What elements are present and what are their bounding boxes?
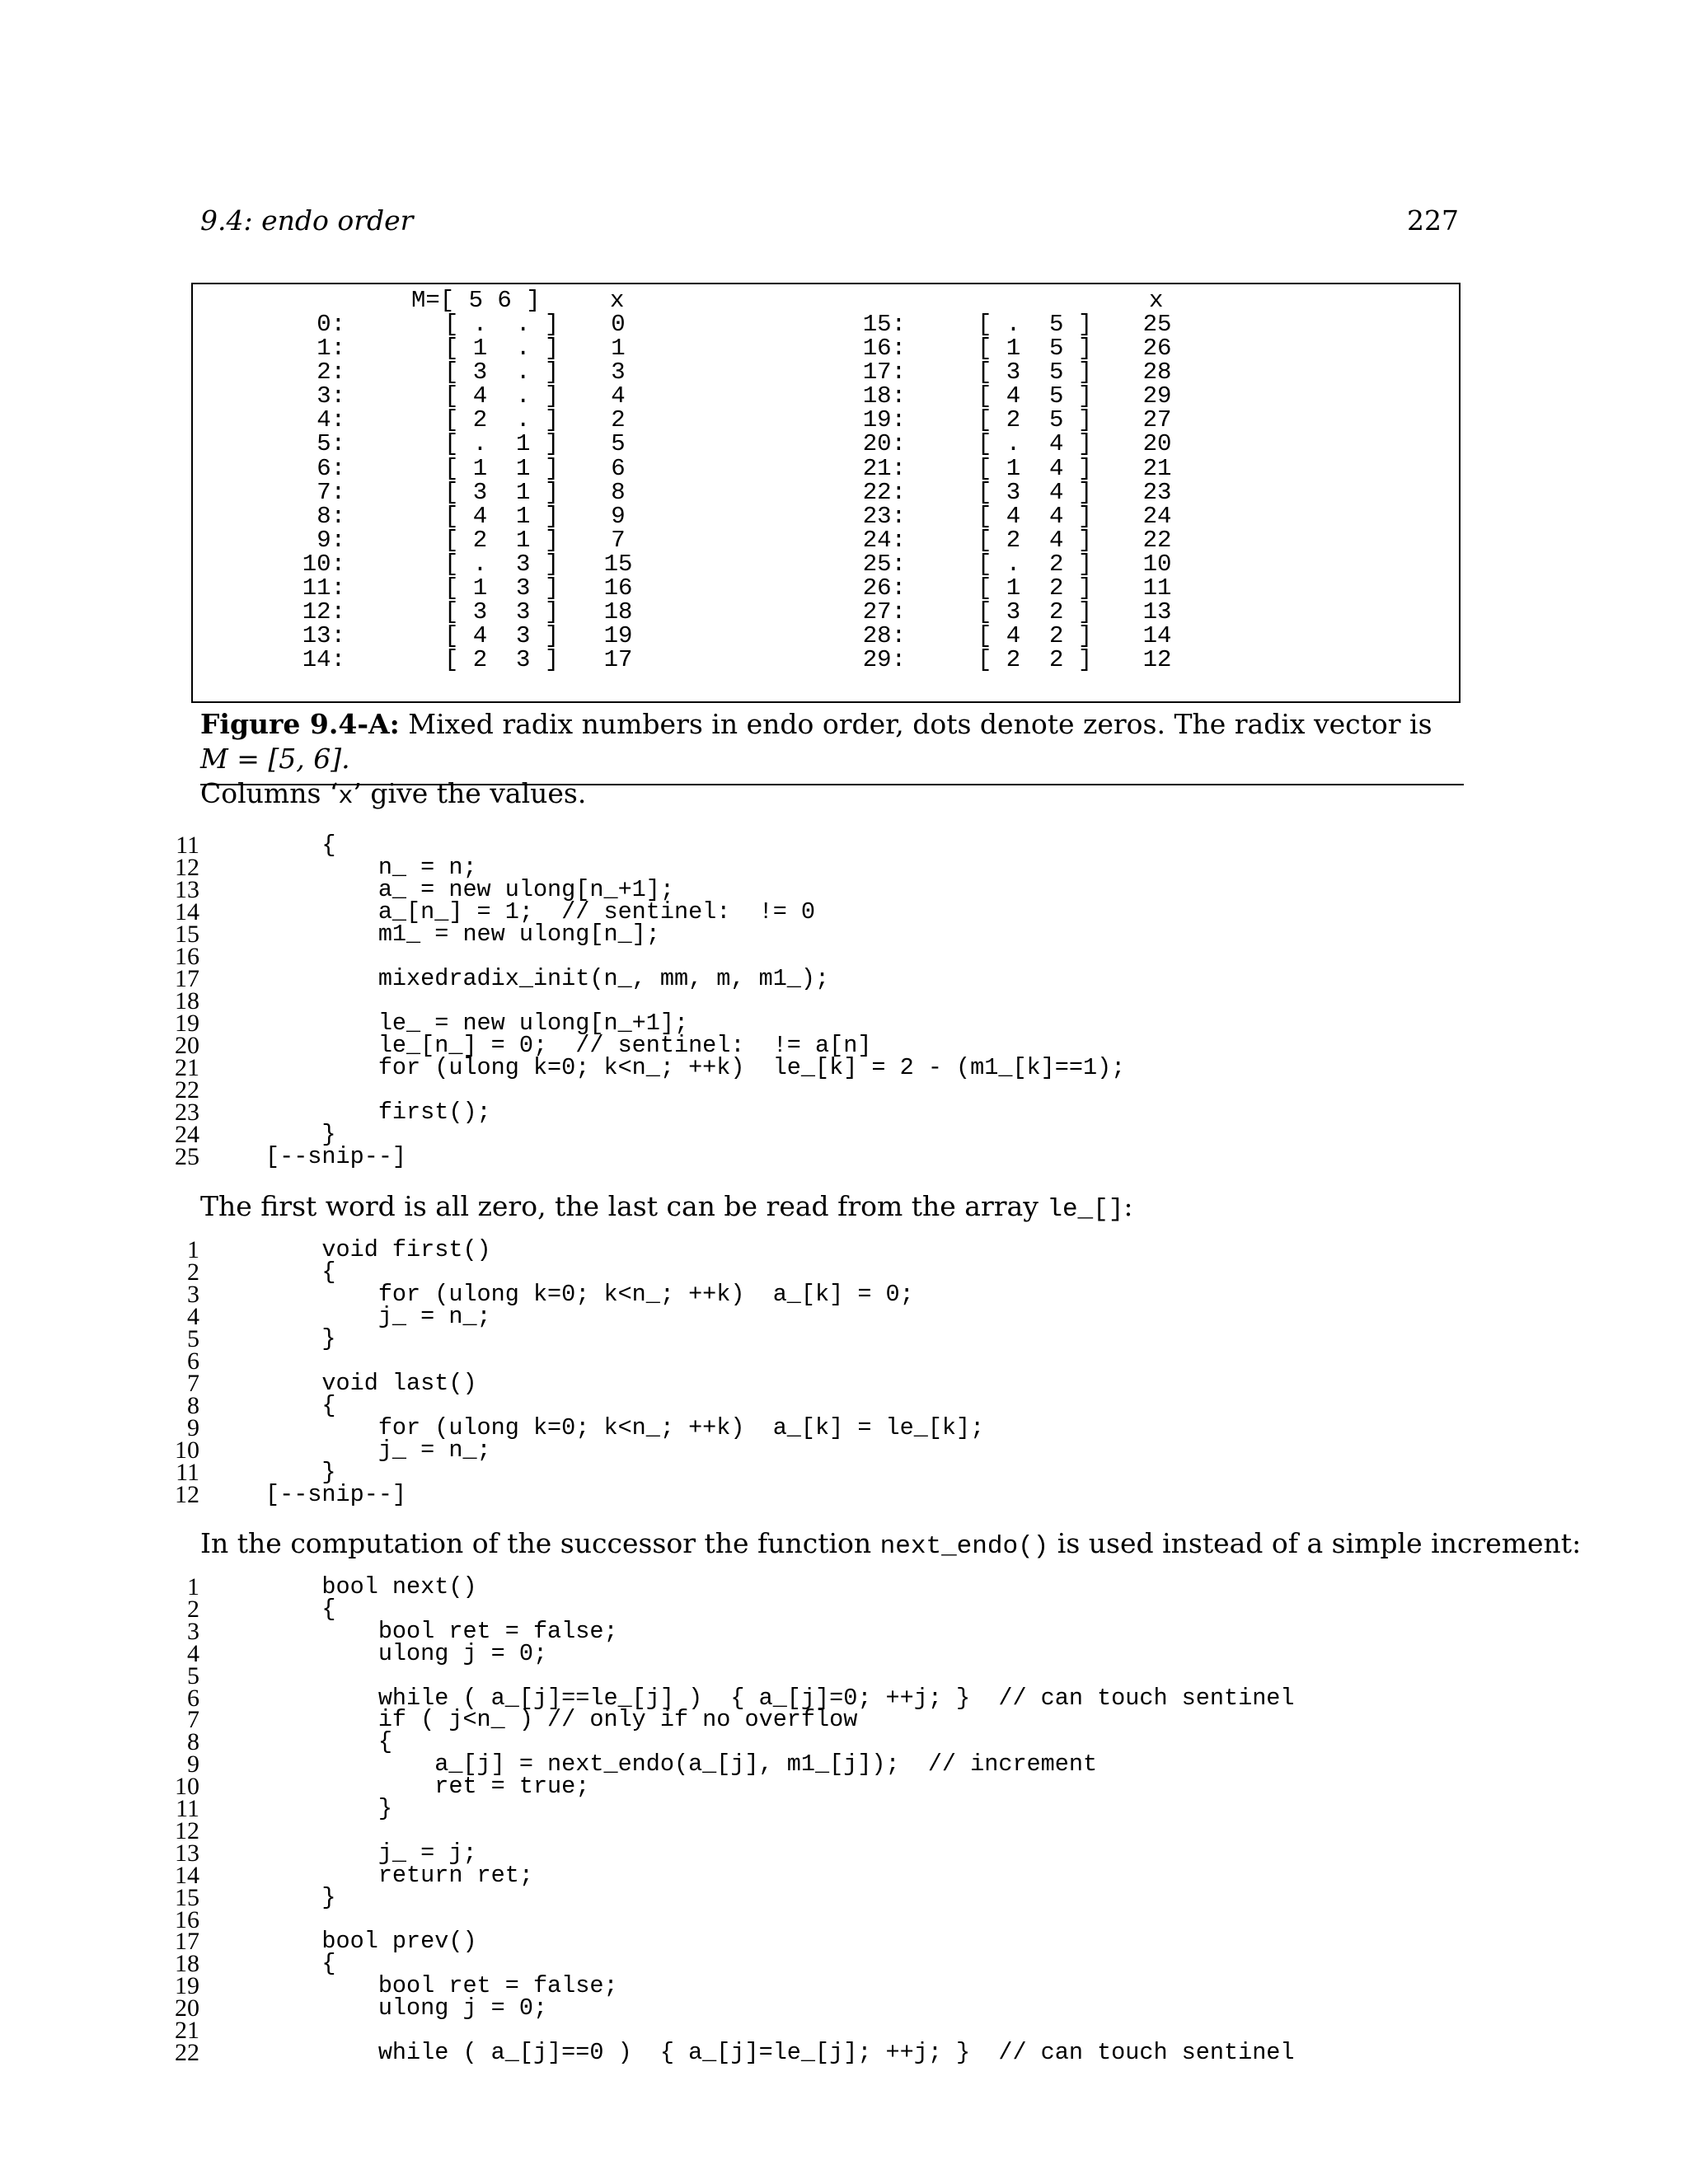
code-line: { xyxy=(265,1595,336,1623)
code-line: j_ = j; xyxy=(265,1839,477,1867)
code-line: le_ = new ulong[n_+1]; xyxy=(265,1010,689,1037)
line-number: 17 xyxy=(175,965,199,992)
line-number: 22 xyxy=(175,1076,199,1104)
caption-rule xyxy=(200,784,1464,785)
left-digits-12: [ 3 3 ] xyxy=(444,598,560,626)
right-x-13: 14 xyxy=(1142,622,1172,650)
right-digits-8: [ 4 4 ] xyxy=(978,502,1093,530)
line-number: 7 xyxy=(187,1370,199,1397)
caption-math: M = [5, 6]. xyxy=(200,743,350,775)
paragraph-1 xyxy=(200,1190,1132,1224)
code-line: } xyxy=(265,1325,336,1352)
left-idx-14: 14: xyxy=(302,646,345,674)
right-idx-5: 20: xyxy=(862,430,906,458)
line-number: 11 xyxy=(176,832,199,859)
right-digits-7: [ 3 4 ] xyxy=(978,478,1093,506)
code-line: bool prev() xyxy=(265,1928,477,1956)
right-x-8: 24 xyxy=(1142,502,1172,530)
left-digits-7: [ 3 1 ] xyxy=(444,478,560,506)
line-number: 20 xyxy=(175,1032,199,1059)
line-number: 8 xyxy=(187,1728,199,1756)
right-idx-7: 22: xyxy=(862,478,906,506)
paragraph-2 xyxy=(200,1527,1581,1561)
right-values-column xyxy=(1128,312,1187,672)
line-number: 19 xyxy=(175,1010,199,1037)
code-line: { xyxy=(265,832,336,859)
left-idx-0: 0: xyxy=(316,311,345,338)
right-idx-11: 26: xyxy=(862,574,906,602)
left-x-8: 9 xyxy=(611,502,626,530)
paragraph-2-tail: is used instead of a simple increment: xyxy=(1048,1527,1582,1559)
line-number: 1 xyxy=(187,1236,199,1263)
right-idx-8: 23: xyxy=(862,502,906,530)
left-digits-10: [ . 3 ] xyxy=(444,550,560,578)
right-digits-1: [ 1 5 ] xyxy=(978,335,1093,363)
left-x-14: 17 xyxy=(603,646,633,674)
line-number: 12 xyxy=(175,1481,199,1508)
left-idx-8: 8: xyxy=(316,502,345,530)
right-idx-6: 21: xyxy=(862,454,906,482)
line-number: 9 xyxy=(187,1750,199,1779)
left-x-1: 1 xyxy=(611,335,626,363)
right-digits-4: [ 2 5 ] xyxy=(978,406,1093,434)
right-x-14: 12 xyxy=(1142,646,1172,674)
left-x-11: 16 xyxy=(603,574,633,602)
code-line: a_ = new ulong[n_+1]; xyxy=(265,876,674,903)
line-number: 24 xyxy=(175,1121,199,1148)
right-x-3: 29 xyxy=(1142,382,1172,410)
left-digits-8: [ 4 1 ] xyxy=(444,502,560,530)
left-idx-12: 12: xyxy=(302,598,345,626)
code-line: bool next() xyxy=(265,1573,477,1601)
left-x-13: 19 xyxy=(603,622,633,650)
left-x-4: 2 xyxy=(611,406,626,434)
left-idx-2: 2: xyxy=(316,359,345,387)
left-idx-9: 9: xyxy=(316,526,345,554)
line-number: 3 xyxy=(187,1617,199,1645)
line-number: 13 xyxy=(175,1839,199,1867)
left-idx-4: 4: xyxy=(316,406,345,434)
paragraph-2-code: next_endo() xyxy=(879,1532,1049,1561)
right-idx-2: 17: xyxy=(862,359,906,387)
left-digits-11: [ 1 3 ] xyxy=(444,574,560,602)
line-number: 2 xyxy=(187,1595,199,1623)
radix-vector-header: M=[ 5 6 ] xyxy=(411,287,541,314)
caption-text: Mixed radix numbers in endo order, dots denote zeros. The radix vector is xyxy=(399,708,1432,740)
left-x-9: 7 xyxy=(611,526,626,554)
line-number: 10 xyxy=(175,1436,199,1464)
code-line: for (ulong k=0; k<n_; ++k) le_[k] = 2 - (m1_[k]==1); xyxy=(265,1054,1126,1081)
line-number: 5 xyxy=(187,1661,199,1690)
left-idx-1: 1: xyxy=(316,335,345,363)
line-number: 6 xyxy=(187,1347,199,1375)
code-line: if ( j<n_ ) // only if no overflow xyxy=(265,1706,858,1734)
right-x-12: 13 xyxy=(1142,598,1172,626)
line-number: 9 xyxy=(187,1414,199,1441)
right-idx-13: 28: xyxy=(862,622,906,650)
left-digits-0: [ . . ] xyxy=(444,311,560,338)
right-digits-12: [ 3 2 ] xyxy=(978,598,1093,626)
line-number: 12 xyxy=(175,1816,199,1844)
code-line: } xyxy=(265,1121,336,1148)
line-number: 12 xyxy=(175,854,199,881)
figure-caption xyxy=(200,707,1461,814)
line-number: 4 xyxy=(187,1303,199,1330)
code-line: while ( a_[j]==0 ) { a_[j]=le_[j]; ++j; } // can touch sentinel xyxy=(265,2038,1295,2066)
line-number: 22 xyxy=(175,2038,199,2066)
line-number: 17 xyxy=(175,1928,199,1956)
left-idx-5: 5: xyxy=(316,430,345,458)
x-column-header-left: x xyxy=(610,287,625,314)
right-digits-14: [ 2 2 ] xyxy=(978,646,1093,674)
left-idx-3: 3: xyxy=(316,382,345,410)
line-number: 14 xyxy=(175,1861,199,1889)
code-line: { xyxy=(265,1258,336,1286)
right-idx-4: 19: xyxy=(862,406,906,434)
right-digits-column xyxy=(978,312,1092,672)
right-idx-10: 25: xyxy=(862,550,906,578)
line-number: 8 xyxy=(187,1392,199,1419)
line-number: 13 xyxy=(175,876,199,903)
right-digits-13: [ 4 2 ] xyxy=(978,622,1093,650)
right-digits-10: [ . 2 ] xyxy=(978,550,1093,578)
caption-text-2: Columns ‘ xyxy=(200,777,339,809)
running-head: 9.4: endo order xyxy=(200,204,414,237)
right-idx-3: 18: xyxy=(862,382,906,410)
code-line: } xyxy=(265,1883,336,1911)
caption-label: Figure 9.4-A: xyxy=(200,708,400,740)
right-digits-9: [ 2 4 ] xyxy=(978,526,1093,554)
code-line: { xyxy=(265,1392,336,1419)
line-number: 10 xyxy=(175,1773,199,1801)
left-x-3: 4 xyxy=(611,382,626,410)
line-number: 14 xyxy=(175,898,199,926)
left-x-7: 8 xyxy=(611,478,626,506)
left-idx-7: 7: xyxy=(316,478,345,506)
code-line: a_[n_] = 1; // sentinel: != 0 xyxy=(265,898,816,926)
line-number: 2 xyxy=(187,1258,199,1286)
code-line: } xyxy=(265,1459,336,1486)
left-idx-11: 11: xyxy=(302,574,345,602)
left-x-12: 18 xyxy=(603,598,633,626)
right-x-9: 22 xyxy=(1142,526,1172,554)
right-idx-9: 24: xyxy=(862,526,906,554)
line-number: 16 xyxy=(175,943,199,970)
code-line: for (ulong k=0; k<n_; ++k) a_[k] = le_[k]; xyxy=(265,1414,985,1441)
code-line: mixedradix_init(n_, mm, m, m1_); xyxy=(265,965,830,992)
right-x-11: 11 xyxy=(1142,574,1172,602)
line-number: 21 xyxy=(175,1054,199,1081)
right-digits-2: [ 3 5 ] xyxy=(978,359,1093,387)
left-x-5: 5 xyxy=(611,430,626,458)
line-number: 25 xyxy=(175,1143,199,1170)
left-x-0: 0 xyxy=(611,311,626,338)
line-number: 21 xyxy=(175,2017,199,2044)
code-line: [--snip--] xyxy=(265,1143,407,1170)
paragraph-2-text: In the computation of the successor the function xyxy=(200,1527,880,1559)
right-index-column xyxy=(844,312,906,672)
code-line: bool ret = false; xyxy=(265,1972,618,2000)
left-digits-13: [ 4 3 ] xyxy=(444,622,560,650)
code-line: while ( a_[j]==le_[j] ) { a_[j]=0; ++j; } // can touch sentinel xyxy=(265,1684,1295,1712)
left-x-2: 3 xyxy=(611,359,626,387)
code-line: for (ulong k=0; k<n_; ++k) a_[k] = 0; xyxy=(265,1281,914,1308)
code-line: void last() xyxy=(265,1370,477,1397)
line-number: 18 xyxy=(175,987,199,1015)
line-number: 1 xyxy=(187,1573,199,1601)
left-x-6: 6 xyxy=(611,454,626,482)
line-number: 19 xyxy=(175,1972,199,2000)
left-x-10: 15 xyxy=(603,550,633,578)
caption-code: x xyxy=(338,783,354,811)
right-x-4: 27 xyxy=(1142,406,1172,434)
line-number: 4 xyxy=(187,1639,199,1667)
left-digits-4: [ 2 . ] xyxy=(444,406,560,434)
right-digits-5: [ . 4 ] xyxy=(978,430,1093,458)
right-digits-3: [ 4 5 ] xyxy=(978,382,1093,410)
paragraph-1-tail: : xyxy=(1123,1190,1133,1222)
right-digits-0: [ . 5 ] xyxy=(978,311,1093,338)
line-number: 11 xyxy=(176,1795,199,1822)
line-number: 18 xyxy=(175,1950,199,1978)
left-digits-3: [ 4 . ] xyxy=(444,382,560,410)
line-number: 16 xyxy=(175,1905,199,1933)
right-idx-1: 16: xyxy=(862,335,906,363)
left-digits-9: [ 2 1 ] xyxy=(444,526,560,554)
code-line: j_ = n_; xyxy=(265,1303,491,1330)
code-line: m1_ = new ulong[n_]; xyxy=(265,921,660,948)
left-digits-2: [ 3 . ] xyxy=(444,359,560,387)
left-digits-column xyxy=(444,312,559,672)
left-idx-6: 6: xyxy=(316,454,345,482)
left-index-column xyxy=(284,312,345,672)
code-line: a_[j] = next_endo(a_[j], m1_[j]); // increment xyxy=(265,1750,1098,1779)
left-digits-5: [ . 1 ] xyxy=(444,430,560,458)
line-number: 3 xyxy=(187,1281,199,1308)
left-values-column xyxy=(588,312,648,672)
right-x-0: 25 xyxy=(1142,311,1172,338)
paragraph-1-text: The first word is all zero, the last can be read from the array xyxy=(200,1190,1048,1222)
right-x-7: 23 xyxy=(1142,478,1172,506)
right-x-5: 20 xyxy=(1142,430,1172,458)
code-line: first(); xyxy=(265,1099,491,1126)
right-x-10: 10 xyxy=(1142,550,1172,578)
code-line: n_ = n; xyxy=(265,854,477,881)
line-number: 20 xyxy=(175,1994,199,2022)
code-line: ulong j = 0; xyxy=(265,1994,548,2022)
code-line: void first() xyxy=(265,1236,491,1263)
code-line: ulong j = 0; xyxy=(265,1639,548,1667)
code-line: j_ = n_; xyxy=(265,1436,491,1464)
line-number: 7 xyxy=(187,1706,199,1734)
line-number: 11 xyxy=(176,1459,199,1486)
code-line: bool ret = false; xyxy=(265,1617,618,1645)
line-number: 6 xyxy=(187,1684,199,1712)
code-line: { xyxy=(265,1950,336,1978)
page-number: 227 xyxy=(1407,204,1459,237)
left-idx-10: 10: xyxy=(302,550,345,578)
left-digits-14: [ 2 3 ] xyxy=(444,646,560,674)
code-line: [--snip--] xyxy=(265,1481,407,1508)
code-line: { xyxy=(265,1728,392,1756)
code-line: return ret; xyxy=(265,1861,533,1889)
left-idx-13: 13: xyxy=(302,622,345,650)
right-idx-0: 15: xyxy=(862,311,906,338)
left-digits-6: [ 1 1 ] xyxy=(444,454,560,482)
line-number: 23 xyxy=(175,1099,199,1126)
right-x-2: 28 xyxy=(1142,359,1172,387)
paragraph-1-code: le_[] xyxy=(1047,1195,1124,1224)
right-x-1: 26 xyxy=(1142,335,1172,363)
code-line: le_[n_] = 0; // sentinel: != a[n] xyxy=(265,1032,872,1059)
right-idx-14: 29: xyxy=(862,646,906,674)
x-column-header-right: x xyxy=(1149,287,1164,314)
line-number: 5 xyxy=(187,1325,199,1352)
code-line: } xyxy=(265,1795,392,1822)
right-digits-6: [ 1 4 ] xyxy=(978,454,1093,482)
code-line: ret = true; xyxy=(265,1773,590,1801)
right-x-6: 21 xyxy=(1142,454,1172,482)
right-digits-11: [ 1 2 ] xyxy=(978,574,1093,602)
left-digits-1: [ 1 . ] xyxy=(444,335,560,363)
caption-text-3: ’ give the values. xyxy=(353,777,587,809)
line-number: 15 xyxy=(175,921,199,948)
line-number: 15 xyxy=(175,1883,199,1911)
figure-table-box xyxy=(191,283,1461,703)
right-idx-12: 27: xyxy=(862,598,906,626)
